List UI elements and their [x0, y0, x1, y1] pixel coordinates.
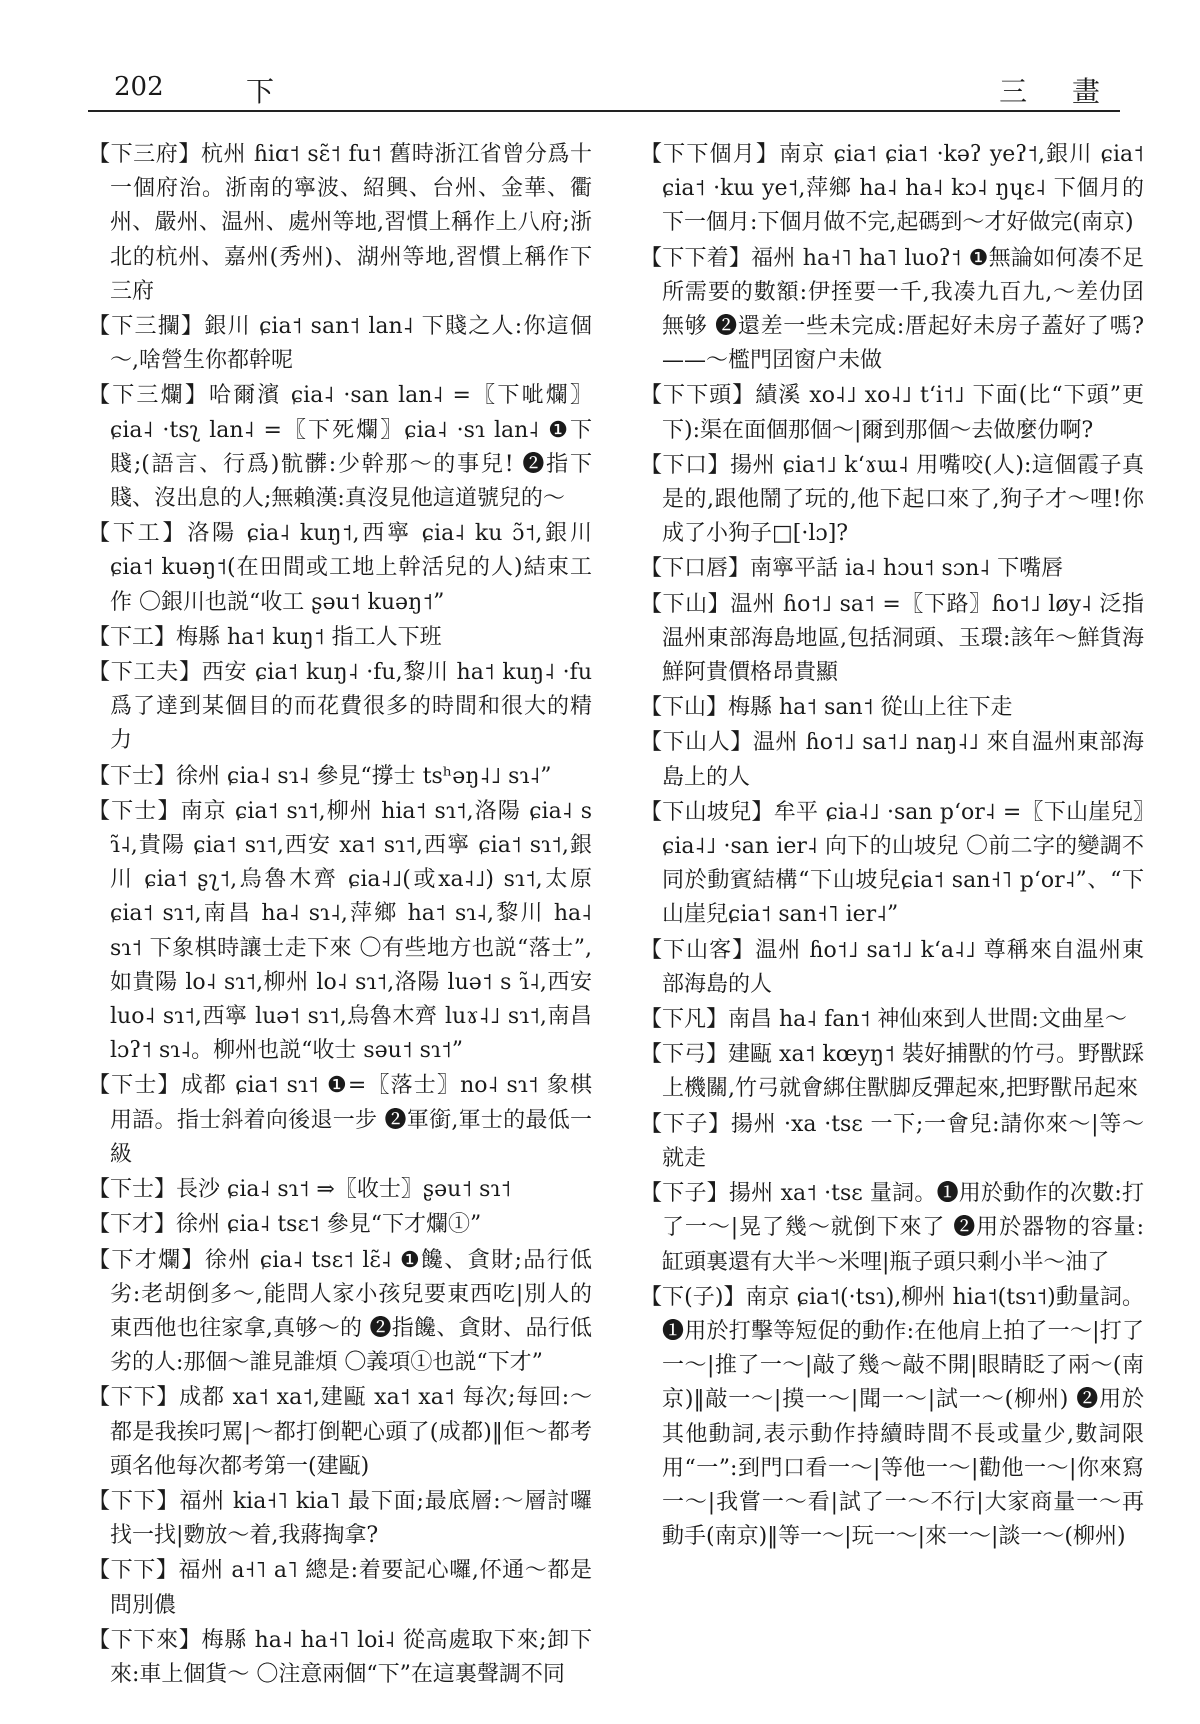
entry-headword: 【下士】	[88, 798, 181, 824]
entry-text: 西安 ɕia˦ kuŋ˨ ·fu,黎川 ha˦ kuŋ˨ ·fu 爲了達到某個目的而花費很多的時間和很大的精力	[110, 660, 592, 754]
dictionary-entry	[640, 379, 1144, 447]
entry-text: 徐州 ɕia˨ tsɛ˦ lɛ̃˨ ❶饞、貪財;品行低劣:老胡倒多～,能問人家小孩兒要東西吃|別人的東西他也往家拿,真够～的 ❷指饞、貪財、品行低劣的人:那個～誰見誰煩 〇義項①也説“下才”	[110, 1247, 592, 1376]
dictionary-entry	[88, 310, 592, 378]
entry-headword: 【下三府】	[88, 142, 201, 167]
entry-text: 梅縣 ha˦ san˦ 從山上往下走	[728, 695, 1013, 721]
dictionary-entry	[88, 1624, 592, 1692]
entry-text: 揚州 xa˦ ·tsɛ 量詞。❶用於動作的次數:打了一～|晃了幾～就倒下來了 ❷用於器物的容量:缸頭裏還有大半～米哩|瓶子頭只剩小半～油了	[662, 1181, 1144, 1275]
dictionary-entry	[640, 242, 1144, 379]
dictionary-entry	[640, 691, 1144, 725]
entry-text: 梅縣 ha˨ ha˧˥ loi˨ 從高處取下來;卸下來:車上個貨～ 〇注意兩個“下”在這裏聲調不同	[110, 1627, 592, 1687]
entry-headword: 【下山人】	[640, 730, 753, 756]
entry-headword: 【下才爛】	[88, 1247, 205, 1273]
page-number: 202	[114, 72, 164, 102]
entry-text: 梅縣 ha˦ kuŋ˦ 指工人下班	[176, 624, 442, 650]
dictionary-entry	[88, 795, 592, 1069]
entry-headword: 【下工】	[88, 521, 188, 547]
dictionary-entry	[88, 1069, 592, 1172]
entry-text: 福州 ha˧˥ ha˥ luoʔ˦ ❶無論如何凑不足所需要的數額:伊挃要一千,我凑九百九,～差仂囝無够 ❷還差一些未完成:厝起好未房子蓋好了嗎?——～檻門囝窗户未做	[662, 245, 1144, 374]
dictionary-entry	[640, 588, 1144, 691]
entry-headword: 【下三攔】	[88, 314, 205, 340]
entry-headword: 【下士】	[88, 763, 177, 789]
entry-headword: 【下工】	[88, 624, 177, 650]
entry-text: 徐州 ɕia˨ sɿ˨ 參見“撐士 tsʰəŋ˨˩ sɿ˨”	[176, 763, 552, 789]
right-column	[640, 138, 1144, 1698]
entry-headword: 【下山】	[640, 591, 731, 617]
dictionary-entry	[88, 1244, 592, 1381]
entry-text: 徐州 ɕia˨ tsɛ˦ 參見“下才爛①”	[176, 1212, 482, 1238]
entry-text: 福州 kia˧˥ kia˥ 最下面;最底層:～層討囉找一找|覅放～着,我蔣掏拿?	[110, 1488, 592, 1549]
entry-text: 成都 xa˦ xa˦,建甌 xa˦ xa˦ 每次;每回:～都是我挨叼罵|～都打倒靶心頭了(成都)‖佢～都考頭名他每次都考第一(建甌)	[110, 1385, 592, 1479]
entry-headword: 【下士】	[88, 1073, 181, 1099]
page-header	[88, 62, 1120, 112]
entry-text: 揚州 ·xa ·tsɛ 一下;一會兒:請你來～|等～就走	[662, 1111, 1144, 1171]
entry-text: 銀川 ɕia˦ san˦ lan˨ 下賤之人:你這個～,啥營生你都幹呢	[110, 314, 592, 374]
dictionary-entry	[88, 760, 592, 794]
entry-text: 杭州 ɦiɑ˦ sɛ̃˦ fu˦ 舊時浙江省曾分爲十一個府治。浙南的寧波、紹興、台州、金華、衢州、嚴州、温州、處州等地,習慣上稱作上八府;浙北的杭州、嘉州(秀州)、湖州等地,習慣上稱作下三府	[110, 142, 592, 304]
entry-text: 南寧平話 ia˨ hɔu˦ sɔn˨ 下嘴唇	[750, 556, 1064, 582]
entry-headword: 【下弓】	[640, 1042, 729, 1068]
entry-headword: 【下口】	[640, 452, 731, 478]
entry-headword: 【下下頭】	[640, 383, 756, 409]
entry-text: 洛陽 ɕia˨ kuŋ˦,西寧 ɕia˨ ku ɔ̃˦,銀川 ɕia˦ kuəŋ˦(在田間或工地上幹活兒的人)結束工作 〇銀川也説“收工 ʂəu˦ kuəŋ˦”	[110, 521, 592, 615]
dictionary-entry	[640, 552, 1144, 586]
entry-headword: 【下凡】	[640, 1007, 729, 1033]
entry-text: 福州 a˧˥ a˥ 總是:着要記心囉,伓通～都是問別儂	[110, 1558, 592, 1618]
entry-text: 牟平 ɕia˨˩ ·san pʻor˨ =〖下山崖兒〗ɕia˨˩ ·san ier˨ 向下的山坡兒 〇前二字的變調不同於動賓結構“下山坡兒ɕia˦ san˧˥ pʻor˨”、“下山崖兒ɕia˦ san˧˥ ier˨”	[662, 799, 1144, 928]
dictionary-entry	[640, 1038, 1144, 1106]
dictionary-entry	[88, 1485, 592, 1553]
entry-headword: 【下子】	[640, 1111, 731, 1137]
entry-headword: 【下工夫】	[88, 660, 202, 686]
page-title: 下	[246, 75, 275, 108]
dictionary-entry	[88, 621, 592, 655]
dictionary-entry	[88, 1208, 592, 1242]
dictionary-entry	[88, 1381, 592, 1484]
entry-headword: 【下才】	[88, 1212, 177, 1238]
entry-headword: 【下士】	[88, 1177, 177, 1203]
entry-headword: 【下下】	[88, 1488, 180, 1514]
entry-text: 温州 ɦo˦˩ sa˦˩ naŋ˨˩ 來自温州東部海島上的人	[662, 730, 1144, 790]
entry-text: 南京 ɕia˦ sɿ˦,柳州 hia˦ sɿ˦,洛陽 ɕia˨ s ɿ̃˨,貴陽 ɕia˦ sɿ˦,西安 xa˦ sɿ˦,西寧 ɕia˦ sɿ˦,銀川 ɕia˦ ʂʅ˦,烏魯木齊 ɕia˨˩(或xa˨˩) sɿ˦,太原 ɕia˦ sɿ˦,南昌 ha˨ sɿ˨,萍鄉 ha˦ sɿ˨,黎川 ha˨ sɿ˦ 下象棋時讓士走下來 〇有些地方也説“落士”,如貴陽 lo˨ sɿ˦,柳州 lo˨ sɿ˦,洛陽 luə˦ s ɿ̃˨,西安 luo˨ sɿ˦,西寧 luə˦ sɿ˦,烏魯木齊 luɤ˨˩ sɿ˦,南昌 lɔʔ˦ sɿ˨。柳州也説“收士 səu˦ sɿ˦”	[110, 798, 592, 1064]
entry-headword: 【下下】	[88, 1385, 180, 1411]
dictionary-entry	[640, 934, 1144, 1002]
dictionary-entry	[88, 517, 592, 620]
entry-text: 成都 ɕia˦ sɿ˦ ❶=〖落士〗no˨ sɿ˦ 象棋用語。指士斜着向後退一步 ❷軍銜,軍士的最低一級	[110, 1073, 592, 1167]
dictionary-entry	[88, 379, 592, 516]
entry-text: 南京 ɕia˦ ɕia˦ ·kəʔ yeʔ˦,銀川 ɕia˦ ɕia˦ ·kɯ ye˦,萍鄉 ha˨ ha˨ kɔ˨ ŋɥɛ˨ 下個月的下一個月:下個月做不完,起碼到～才好做完(南京)	[662, 142, 1144, 236]
dictionary-entry	[640, 1003, 1144, 1037]
entry-headword: 【下(子)】	[640, 1284, 746, 1310]
entry-headword: 【下山客】	[640, 937, 756, 963]
section-label: 三 畫	[999, 75, 1118, 108]
entry-headword: 【下下個月】	[640, 142, 780, 167]
entry-text: 南京 ɕia˦(·tsɿ),柳州 hia˦(tsɿ˦)動量詞。❶用於打擊等短促的動作:在他肩上拍了一～|打了一～|推了一～|敲了幾～敲不開|眼睛眨了兩～(南京)‖敲一～|摸一～|聞一～|試一～(柳州) ❷用於其他動詞,表示動作持續時間不長或量少,數詞限用“一”:到門口看一～|等他一～|勸他一～|你來寫一～|我嘗一～看|試了一～不行|大家商量一～再動手(南京)‖等一～|玩一～|來一～|談一～(柳州)	[662, 1284, 1144, 1550]
entry-headword: 【下山坡兒】	[640, 799, 774, 825]
dictionary-entry	[640, 138, 1144, 241]
entry-headword: 【下山】	[640, 695, 729, 721]
entry-text: 績溪 xo˨˩ xo˨˩ tʻi˦˩ 下面(比“下頭”更下):渠在面個那個～|爾到那個～去做麼仂啊?	[662, 383, 1144, 443]
dictionary-entry	[88, 656, 592, 759]
dictionary-entry	[640, 1108, 1144, 1176]
entry-text: 哈爾濱 ɕia˨ ·san lan˨ =〖下呲爛〗ɕia˨ ·tsʅ lan˨ =〖下死爛〗ɕia˨ ·sɿ lan˨ ❶下賤;(語言、行爲)骯髒:少幹那～的事兒! ❷指下賤、沒出息的人;無賴漢:真沒見他這道號兒的～	[110, 383, 592, 512]
entry-text: 温州 ɦo˦˩ sa˦ =〖下路〗ɦo˦˩ løy˨ 泛指温州東部海島地區,包括洞頭、玉環:該年～鮮貨海鮮阿貴價格昂貴顯	[662, 591, 1144, 686]
dictionary-entry	[640, 1177, 1144, 1280]
dictionary-entry	[640, 1281, 1144, 1555]
entry-text: 建甌 xa˦ kœyŋ˦ 裝好捕獸的竹弓。野獸踩上機關,竹弓就會綁住獸脚反彈起來,把野獸吊起來	[662, 1042, 1144, 1102]
entry-headword: 【下下】	[88, 1558, 179, 1584]
entry-headword: 【下下來】	[88, 1627, 202, 1653]
entry-headword: 【下三爛】	[88, 383, 210, 409]
dictionary-entry	[640, 449, 1144, 552]
entry-text: 長沙 ɕia˨ sɿ˦ ⇒〖收士〗ʂəu˦ sɿ˦	[176, 1177, 512, 1203]
entry-text: 南昌 ha˨ fan˦ 神仙來到人世間:文曲星～	[728, 1007, 1127, 1033]
dictionary-entry	[640, 796, 1144, 933]
entry-headword: 【下子】	[640, 1181, 729, 1207]
entry-headword: 【下下着】	[640, 245, 752, 271]
entry-headword: 【下口唇】	[640, 556, 751, 582]
entry-text: 揚州 ɕia˦˩ kʻɤɯ˨ 用嘴咬(人):這個霞子真是的,跟他鬧了玩的,他下起口來了,狗子才～哩!你成了小狗子□[·lɔ]?	[662, 452, 1144, 547]
dictionary-entry	[88, 1173, 592, 1207]
entry-text: 温州 ɦo˦˩ sa˦˩ kʻa˨˩ 尊稱來自温州東部海島的人	[662, 937, 1144, 997]
dictionary-entry	[88, 1554, 592, 1622]
dictionary-entry	[640, 726, 1144, 794]
left-column	[88, 138, 592, 1698]
dictionary-entry	[88, 138, 592, 309]
